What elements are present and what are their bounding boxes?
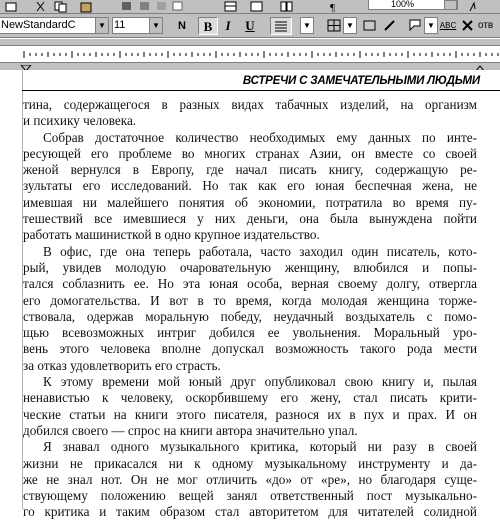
text-line: тался соблазнить ее. Но эта юная особа, верная своему долгу, отвергла	[23, 276, 477, 292]
text-line: за отказ удовлетворить его страсть.	[23, 357, 221, 373]
close-hyphen-button[interactable]	[458, 17, 478, 35]
color-swatch-silver-icon[interactable]	[156, 0, 170, 12]
ruler-ticks	[0, 46, 500, 62]
text-line: тина, содержащегося в разных видах табачных изделий, на организм	[23, 97, 477, 112]
italic-button[interactable]: I	[225, 18, 231, 33]
comment-dropdown-arrow-icon[interactable]: ▼	[424, 17, 438, 34]
flag-icon	[406, 17, 424, 33]
text-line: вень этого человека вполне допускал возможность такого рода мести	[23, 341, 477, 357]
zoom-dropdown-arrow-icon[interactable]	[444, 0, 457, 10]
borders-button[interactable]	[324, 17, 344, 35]
text-line: ненавистью к человеку, оскорбившему его жену, стал писать крити-	[23, 390, 477, 406]
text-line: К этому времени мой юный друг опубликовал свою книгу и, пылая	[43, 374, 477, 390]
text-line: работать машинисткой в одно крупное издательство.	[23, 227, 320, 243]
print-preview-icon[interactable]	[4, 0, 18, 12]
standard-toolbar	[0, 0, 500, 14]
ruler-strip	[0, 45, 500, 63]
text-line: его домогательства. И вот в то время, когда молодая женщина торже-	[23, 292, 477, 308]
font-size-dropdown-arrow-icon[interactable]: ▼	[149, 17, 163, 34]
alignment-dropdown-arrow-icon[interactable]: ▼	[300, 17, 314, 34]
font-size-combo[interactable]: 11	[112, 17, 149, 34]
normal-style-button[interactable]: N	[178, 20, 186, 32]
bold-button[interactable]: B	[198, 17, 218, 35]
horizontal-ruler[interactable]	[0, 39, 500, 70]
text-line: и психику человека.	[23, 113, 137, 129]
paste-icon[interactable]	[79, 0, 93, 12]
running-head: ВСТРЕЧИ С ЗАМЕЧАТЕЛЬНЫМИ ЛЮДЬМИ	[242, 75, 480, 87]
text-line: тешествий все имевшиеся у них деньги, она была вынуждена пойти	[23, 211, 477, 227]
text-line: добился своего — спрос на книги автора значительно упал.	[23, 422, 358, 438]
spelling-button[interactable]: ABC	[439, 21, 457, 30]
text-line: го критика и таким образом стал авторитетом для читателей солидной	[23, 504, 477, 520]
text-line: же не знал нот. Он не мог отличить «до» от «ре», но благодаря суще-	[23, 471, 477, 487]
body-text[interactable]	[23, 97, 477, 521]
underline-button[interactable]: U	[245, 18, 255, 33]
text-line: зультаты его исследований. Но так как его юная беспечная жена, не	[23, 178, 477, 194]
borders-dropdown-arrow-icon[interactable]: ▼	[343, 17, 357, 34]
formatting-toolbar	[0, 14, 500, 38]
text-line: имевшая ни малейшего понятия об экономии, потратила во время пу-	[23, 194, 477, 210]
comment-button[interactable]	[405, 17, 425, 35]
align-justify-icon	[271, 18, 291, 34]
color-swatch-white-icon[interactable]	[172, 0, 186, 12]
color-swatch-dark-icon[interactable]	[121, 0, 135, 12]
font-name-dropdown-arrow-icon[interactable]: ▼	[95, 17, 109, 34]
color-swatch-gray-icon[interactable]	[139, 0, 153, 12]
header-rule	[22, 90, 500, 91]
text-line: щью всевозможных интриг добился ее увольнения. Моральный уро-	[23, 325, 477, 341]
close-icon	[459, 17, 477, 33]
text-line: ствующему положению вещей занял ответственный пост музыкально-	[23, 488, 477, 504]
show-formatting-icon[interactable]	[328, 0, 342, 12]
text-line: В офис, где она теперь работала, часто заходил один писатель, кото-	[43, 243, 477, 259]
copy-icon[interactable]	[54, 0, 68, 12]
help-icon[interactable]	[468, 0, 482, 12]
highlight-button[interactable]	[380, 17, 400, 35]
columns-icon[interactable]	[280, 0, 294, 12]
justify-button[interactable]	[270, 17, 292, 35]
text-line: жизни не прикасался ни к одному музыкальному инструменту и да-	[23, 455, 477, 471]
font-name-combo[interactable]: NewStandardC	[0, 17, 96, 34]
text-line: Я знавал одного музыкального критика, который ни разу в своей	[43, 439, 477, 455]
text-line: ресующей его проблеме во многих странах Азии, он вместе со своей	[23, 145, 477, 161]
text-line: ческие статьи на книги этого писателя, разнося их в пух и прах. И он	[23, 406, 477, 422]
text-line: женой вернулся в Европу, где начал писать книгу, содержащую ре-	[23, 162, 477, 178]
zoom-box[interactable]: 100%	[368, 0, 458, 10]
cut-icon[interactable]	[34, 0, 48, 12]
text-line: ствовала, одержав моральную победу, неудачный воздыхатель с помо-	[23, 308, 477, 324]
grid-icon	[325, 17, 343, 33]
document-page[interactable]	[0, 70, 500, 520]
table-icon[interactable]	[224, 0, 238, 12]
shading-button[interactable]	[360, 17, 380, 35]
shading-icon	[361, 17, 379, 33]
pen-icon	[381, 17, 399, 33]
text-line: Собрав достаточное количество необходимых ему данных по инте-	[43, 129, 477, 145]
text-line: рый, увидев молодую очаровательную женщину, влюбился и попы-	[23, 259, 477, 275]
svg-text:¶: ¶	[330, 2, 335, 13]
frame-icon[interactable]	[250, 0, 264, 12]
truncated-label: отв	[478, 20, 494, 31]
